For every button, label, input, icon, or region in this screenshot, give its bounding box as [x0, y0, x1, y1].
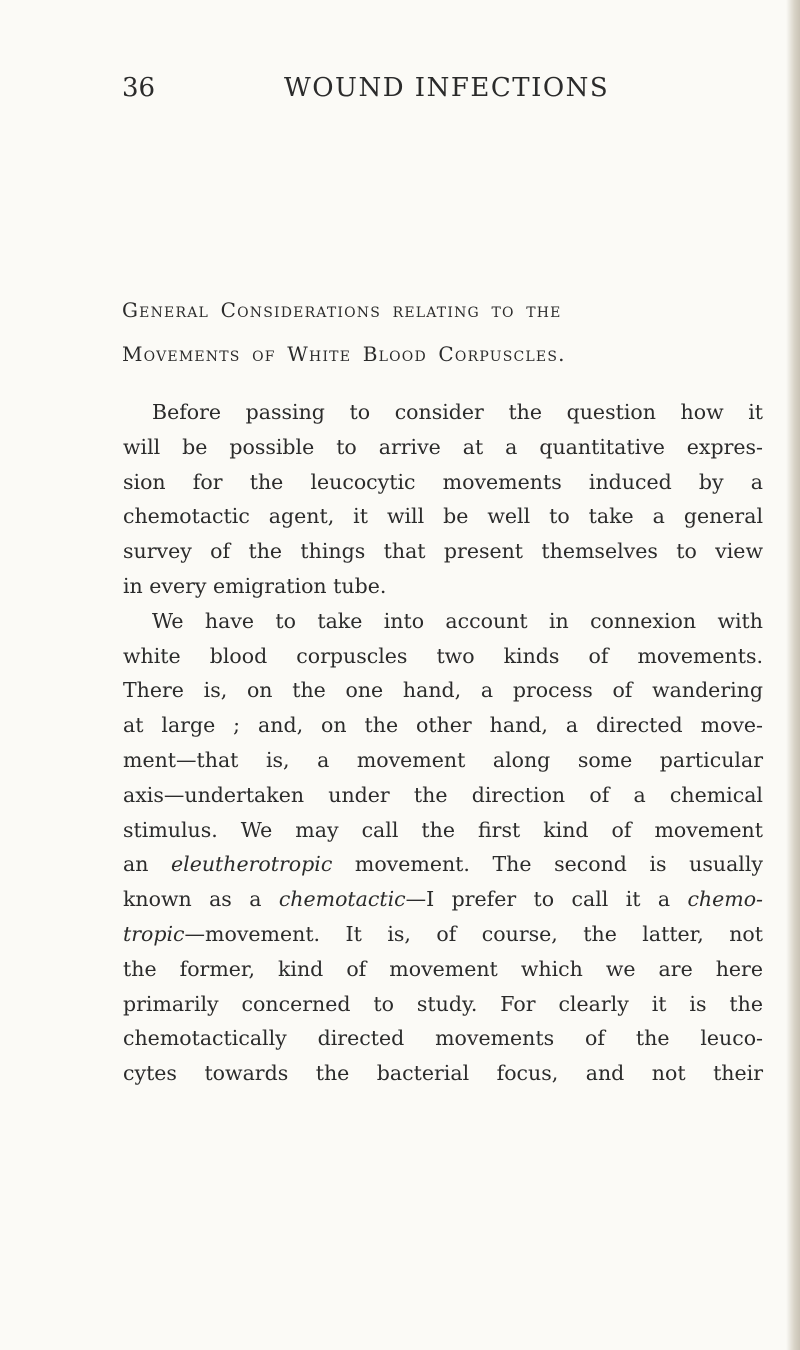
text-line: axis—undertaken under the direction of a chemical	[123, 782, 763, 807]
text-line: the former, kind of movement which we are here	[123, 956, 763, 981]
running-head	[122, 70, 722, 110]
text-line: in every emigration tube.	[123, 573, 387, 598]
text-line: primarily concerned to study. For clearly it is the	[123, 991, 763, 1016]
italic-term: chemotactic	[278, 887, 406, 912]
running-title: WOUND INFECTIONS	[284, 73, 610, 103]
text-line: chemotactically directed movements of the leuco-	[123, 1026, 763, 1051]
text-line: survey of the things that present themselves to view	[123, 539, 763, 564]
text-segment: known as a	[123, 887, 262, 912]
page-edge-shadow	[786, 0, 800, 1350]
section-heading-line: Movements of White Blood Corpuscles.	[122, 342, 566, 366]
text-line: Before passing to consider the question how it	[152, 400, 763, 424]
body-text	[123, 395, 763, 1091]
text-line	[123, 847, 763, 882]
section-heading	[122, 288, 762, 376]
text-line: We have to take into account in connexion with	[152, 608, 763, 633]
italic-term: tropic	[123, 921, 185, 946]
text-line	[123, 882, 763, 917]
page-number: 36	[122, 73, 156, 103]
text-line: chemotactic agent, it will be well to take a general	[123, 504, 763, 529]
text-line: ment—that is, a movement along some particular	[123, 747, 763, 772]
text-line: will be possible to arrive at a quantitative expres-	[123, 434, 763, 459]
text-line: at large ; and, on the other hand, a directed move-	[123, 713, 763, 738]
text-line: stimulus. We may call the first kind of movement	[123, 817, 763, 842]
section-heading-line: General Considerations relating to the	[122, 298, 562, 322]
text-segment: an	[123, 852, 149, 877]
text-line: sion for the leucocytic movements induced by a	[123, 469, 763, 494]
text-segment: —I prefer to call it a	[405, 887, 671, 912]
italic-term: chemo-	[687, 887, 763, 912]
text-segment: movement. The second is usually	[354, 852, 763, 877]
text-line	[123, 917, 763, 952]
text-line: cytes towards the bacterial focus, and not their	[123, 1061, 763, 1086]
text-line: white blood corpuscles two kinds of movements.	[123, 643, 763, 668]
text-segment: —movement. It is, of course, the latter, not	[184, 921, 763, 946]
italic-term: eleutherotropic	[171, 852, 333, 877]
text-line: There is, on the one hand, a process of wandering	[123, 678, 763, 703]
